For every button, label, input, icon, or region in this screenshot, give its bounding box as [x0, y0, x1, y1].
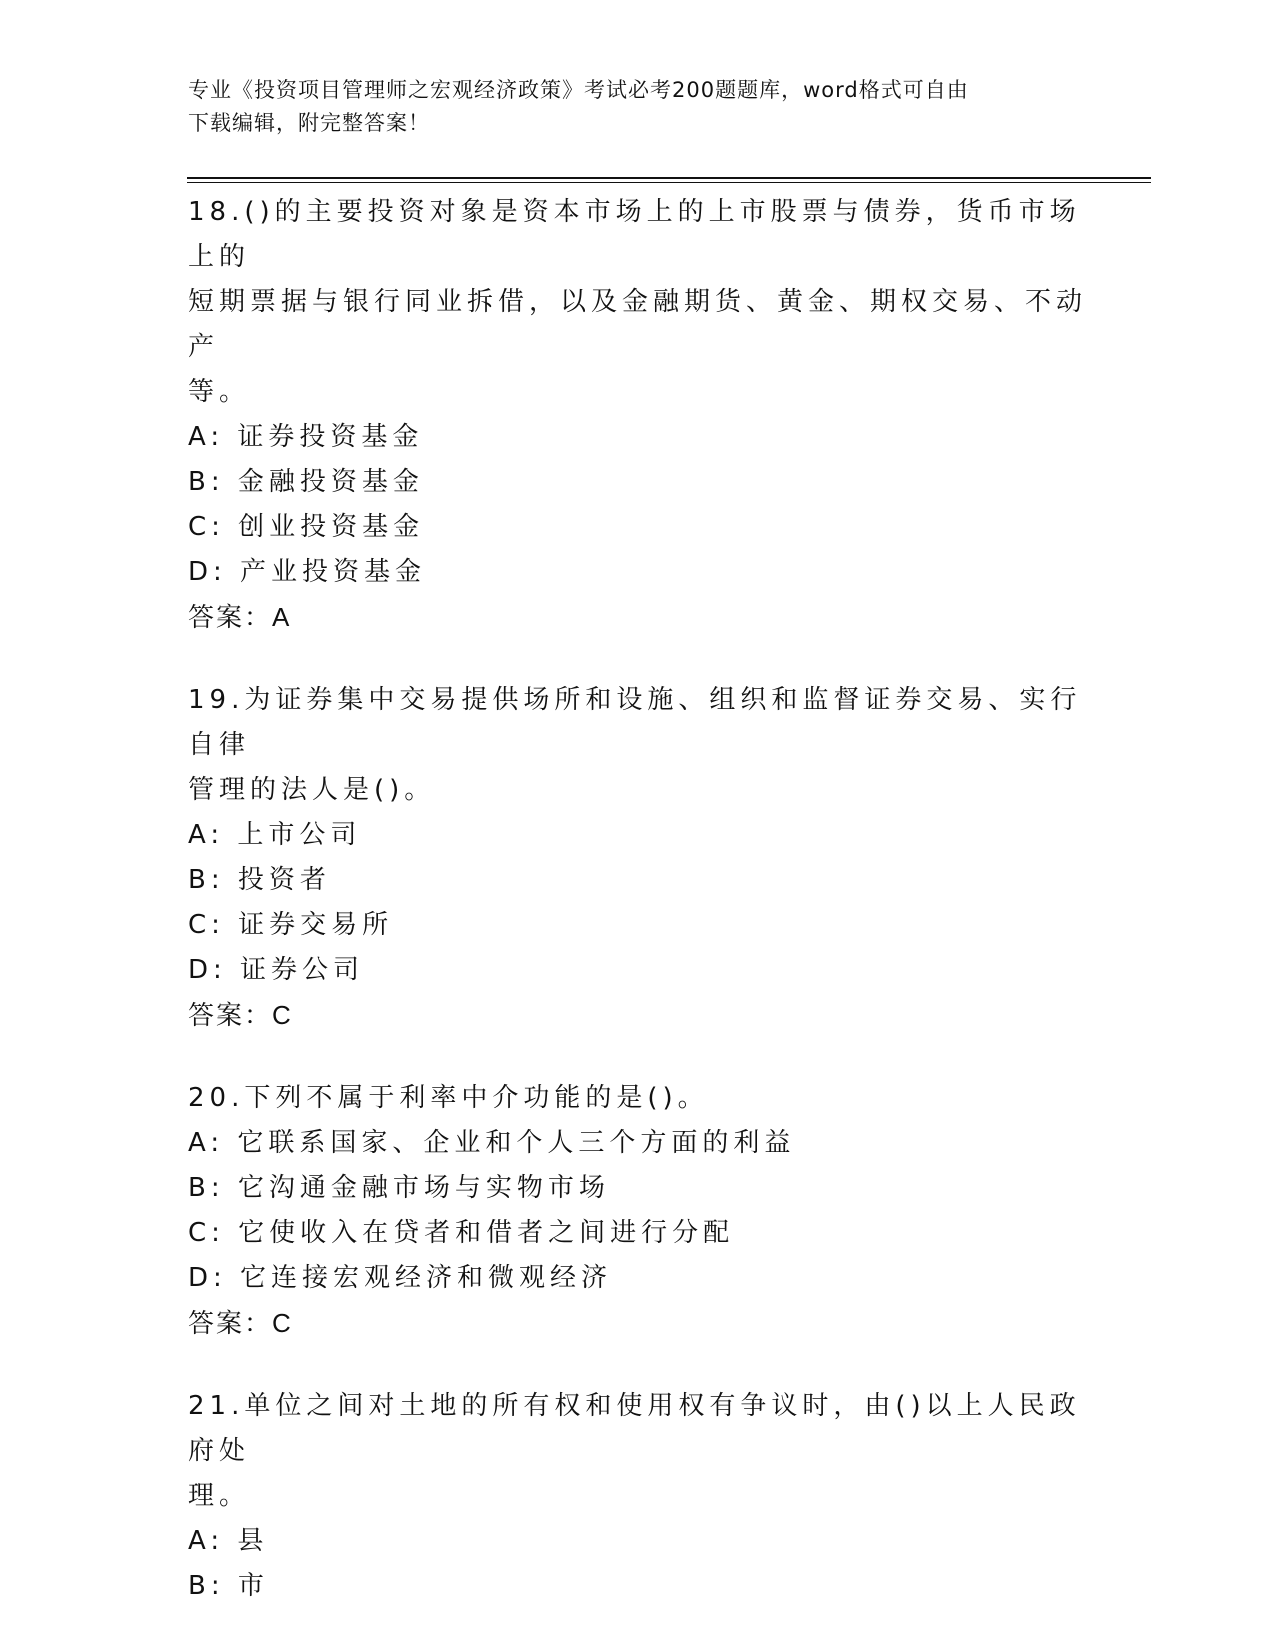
question-block [188, 1384, 1088, 1609]
question-stem-line: 19.为证券集中交易提供场所和设施、组织和监督证券交易、实行自律 [188, 685, 1082, 760]
answer-option: A: 它联系国家、企业和个人三个方面的利益 [188, 1128, 796, 1158]
answer-option: A: 上市公司 [188, 820, 362, 850]
answer-key: 答案：C [188, 1000, 293, 1030]
question-stem-line: 21.单位之间对土地的所有权和使用权有争议时，由()以上人民政府处 [188, 1391, 1081, 1466]
question-stem-line: 理。 [188, 1481, 251, 1511]
question-stem-line: 短期票据与银行同业拆借，以及金融期货、黄金、期权交易、不动产 [188, 287, 1088, 362]
question-block [188, 190, 1088, 640]
question-stem-line: 等。 [188, 377, 251, 407]
question-block [188, 1076, 1088, 1346]
answer-option: B: 金融投资基金 [188, 467, 424, 497]
answer-option: C: 它使收入在贷者和借者之间进行分配 [188, 1218, 735, 1248]
answer-option: B: 投资者 [188, 865, 331, 895]
header-divider-thick [187, 177, 1151, 179]
header-line-2: 下载编辑，附完整答案！ [188, 111, 430, 135]
answer-option: D: 它连接宏观经济和微观经济 [188, 1263, 613, 1293]
answer-key: 答案：C [188, 1308, 293, 1338]
document-header [188, 74, 1068, 140]
answer-option: B: 市 [188, 1571, 269, 1601]
answer-option: C: 创业投资基金 [188, 512, 425, 542]
header-line-1: 专业《投资项目管理师之宏观经济政策》考试必考200题题库，word格式可自由 [188, 78, 969, 102]
question-stem-line: 管理的法人是()。 [188, 775, 436, 805]
answer-option: D: 产业投资基金 [188, 557, 427, 587]
header-divider-thin [187, 182, 1151, 183]
answer-key: 答案：A [188, 602, 292, 632]
question-stem-line: 18.()的主要投资对象是资本市场上的上市股票与债券，货币市场上的 [188, 197, 1081, 272]
question-stem-line: 20.下列不属于利率中介功能的是()。 [188, 1083, 709, 1113]
question-list [188, 190, 1088, 1647]
answer-option: A: 证券投资基金 [188, 422, 424, 452]
answer-option: A: 县 [188, 1526, 269, 1556]
question-block [188, 678, 1088, 1038]
answer-option: B: 它沟通金融市场与实物市场 [188, 1173, 610, 1203]
answer-option: D: 证券公司 [188, 955, 365, 985]
answer-option: C: 证券交易所 [188, 910, 394, 940]
